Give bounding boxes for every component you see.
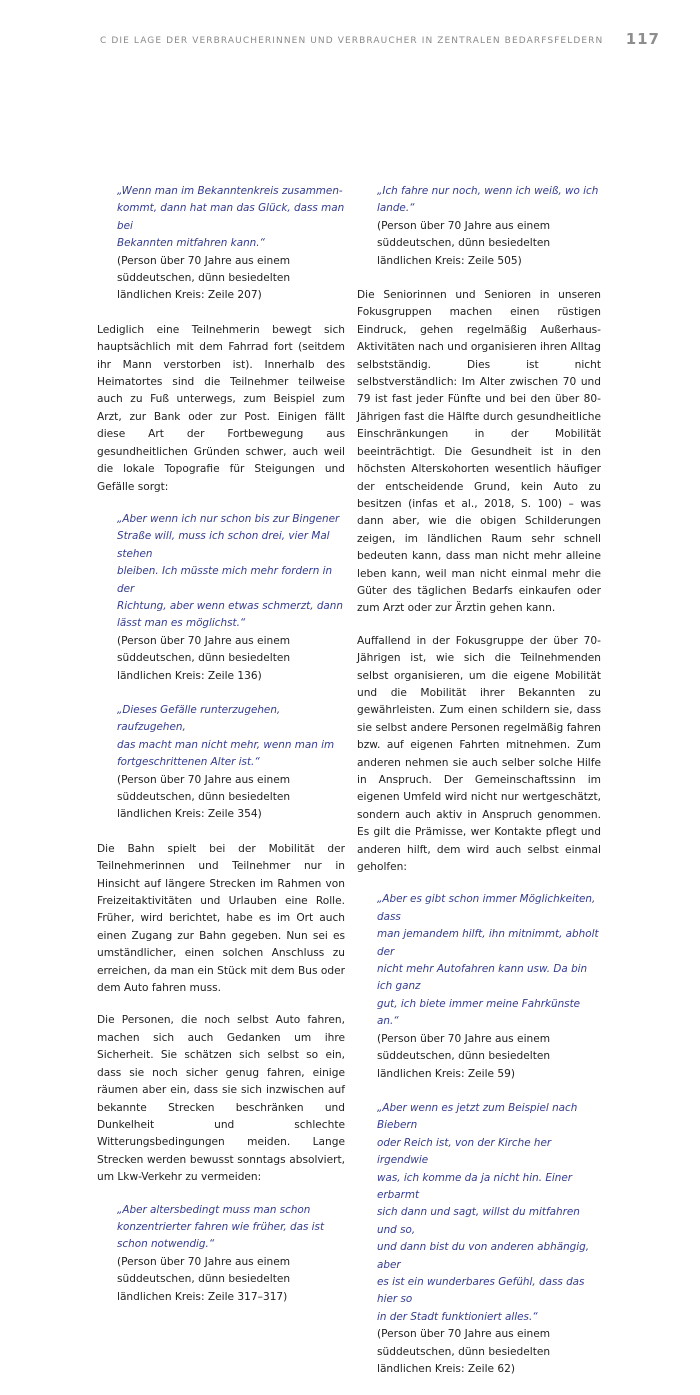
quote-text: „Aber wenn ich nur schon bis zur Bingener Straße will, muss ich schon drei, vier Mal stehen bleiben. Ich müsste mich mehr fordern in der Richtung, aber wenn etwas schmerzt, dann lässt man es möglichst.“ bbox=[117, 512, 343, 630]
body-paragraph: Auffallend in der Fokusgruppe der über 70-Jährigen ist, wie sich die Teilnehmenden selbst organisieren, um die eigene Mobilität und die Mobilität ihrer Bekannten zu gewährleisten. Zum einen schildern sie, dass sie selbst andere Personen regelmäßig fahren bzw. auf eigenen Fahrten mitnehmen. Zum anderen nehmen sie auch selber solche Hilfe in Anspruch. Der Gemeinschaftssinn im eigenen Umfeld wird nicht nur wertgeschätzt, sondern auch aktiv in Anspruch genommen. Es gilt die Prämisse, wer Kontakte pflegt und anderen hilft, dem wird auch selbst einmal geholfen: bbox=[357, 634, 601, 874]
left-column bbox=[97, 183, 345, 1323]
page-number: 117 bbox=[625, 30, 660, 48]
quote-text: „Aber altersbedingt muss man schon konzentrierter fahren wie früher, das ist schon notwendig.“ bbox=[117, 1203, 325, 1251]
quote-text: „Dieses Gefälle runterzugehen, raufzugehen, das macht man nicht mehr, wenn man im fortgeschrittenen Alter ist.“ bbox=[117, 703, 335, 769]
quote-block bbox=[117, 511, 345, 685]
quote-source: (Person über 70 Jahre aus einem süddeutschen, dünn besiedelten ländlichen Kreis: Zeile 62) bbox=[377, 1328, 551, 1375]
quote-source: (Person über 70 Jahre aus einem süddeutschen, dünn besiedelten ländlichen Kreis: Zeile 505) bbox=[377, 219, 551, 267]
quote-block bbox=[377, 891, 601, 1082]
body-paragraph: Lediglich eine Teilnehmerin bewegt sich hauptsächlich mit dem Fahrrad fort (seitdem ihr Mann verstorben ist). Innerhalb des Heimatortes sind die Teilnehmer teilweise auch zu Fuß unterwegs, zum Beispiel zum Arzt, zur Bank oder zur Post. Einigen fällt diese Art der Fortbewegung aus gesundheitlichen Gründen schwer, auch weil die lokale Topografie für Steigungen und Gefälle sorgt: bbox=[97, 323, 345, 493]
quote-source: (Person über 70 Jahre aus einem süddeutschen, dünn besiedelten ländlichen Kreis: Zeile 354) bbox=[117, 773, 291, 821]
quote-source: (Person über 70 Jahre aus einem süddeutschen, dünn besiedelten ländlichen Kreis: Zeile 207) bbox=[117, 254, 291, 302]
quote-block bbox=[117, 1202, 345, 1306]
running-title: C DIE LAGE DER VERBRAUCHERINNEN UND VERBRAUCHER IN ZENTRALEN BEDARFSFELDERN bbox=[100, 36, 604, 46]
quote-source: (Person über 70 Jahre aus einem süddeutschen, dünn besiedelten ländlichen Kreis: Zeile 59) bbox=[377, 1032, 551, 1080]
right-column bbox=[357, 183, 601, 1395]
quote-text: „Wenn man im Bekanntenkreis zusammen- kommt, dann hat man das Glück, dass man bei Bekannten mitfahren kann.“ bbox=[117, 185, 345, 250]
quote-block bbox=[377, 1100, 601, 1379]
quote-block bbox=[377, 183, 601, 270]
quote-source: (Person über 70 Jahre aus einem süddeutschen, dünn besiedelten ländlichen Kreis: Zeile 317–317) bbox=[117, 1255, 291, 1303]
quote-text: „Ich fahre nur noch, wenn ich weiß, wo ich lande.“ bbox=[377, 185, 599, 215]
running-header bbox=[100, 30, 660, 53]
quote-block bbox=[117, 183, 345, 305]
quote-text: „Aber es gibt schon immer Möglichkeiten, dass man jemandem hilft, ihn mitnimmt, abholt der nicht mehr Autofahren kann usw. Da bin ich ganz gut, ich biete immer meine Fahrkünste an.“ bbox=[377, 893, 599, 1028]
quote-text: „Aber wenn es jetzt zum Beispiel nach Biebern oder Reich ist, von der Kirche her irgendwie was, ich komme da ja nicht hin. Einer erbarmt sich dann und sagt, willst du mitfahren und so, und dann bist du von anderen abhängig, aber es ist ein wunderbares Gefühl, dass das hier so in der Stadt funktioniert alles.“ bbox=[377, 1101, 590, 1323]
body-paragraph: Die Bahn spielt bei der Mobilität der Teilnehmerinnen und Teilnehmer nur in Hinsicht auf längere Strecken im Rahmen von Freizeitaktivitäten und Urlauben eine Rolle. Früher, wird berichtet, habe es im Ort auch einen Zugang zur Bahn gegeben. Nun sei es umständlicher, einen solchen Anschluss zu erreichen, da man ein Stück mit dem Bus oder dem Auto fahren muss. bbox=[97, 842, 345, 995]
body-paragraph: Die Seniorinnen und Senioren in unseren Fokusgruppen machen einen rüstigen Eindruck, gehen regelmäßig Außerhaus-Aktivitäten nach und organisieren ihren Alltag selbstständig. Dies ist nicht selbstverständlich: Im Alter zwischen 70 und 79 ist fast jeder Fünfte und bei den über 80-Jährigen fast die Hälfte durch gesundheitliche Einschränkungen in der Mobilität beeinträchtigt. Die Gesundheit ist in den höchsten Alterskohorten wesentlich häufiger der entscheidende Grund, kein Auto zu besitzen (infas et al., 2018, S. 100) – was dann aber, wie die obigen Schilderungen zeigen, im ländlichen Raum sehr schnell bedeuten kann, dass man nicht mehr alleine leben kann, weil man nicht einmal mehr die Güter des täglichen Bedarfs einkaufen oder zum Arzt oder zur Ärztin gehen kann. bbox=[357, 289, 601, 615]
quote-block bbox=[117, 702, 345, 824]
quote-source: (Person über 70 Jahre aus einem süddeutschen, dünn besiedelten ländlichen Kreis: Zeile 136) bbox=[117, 634, 291, 682]
body-paragraph: Die Personen, die noch selbst Auto fahren, machen sich auch Gedanken um ihre Sicherheit. Sie schätzen sich selbst so ein, dass sie noch sicher genug fahren, einige räumen aber ein, dass sie sich inzwischen auf bekannte Strecken beschränken und Dunkelheit und schlechte Witterungsbedingungen meiden. Lange Strecken werden bewusst sonntags absolviert, um Lkw-Verkehr zu vermeiden: bbox=[97, 1014, 345, 1184]
